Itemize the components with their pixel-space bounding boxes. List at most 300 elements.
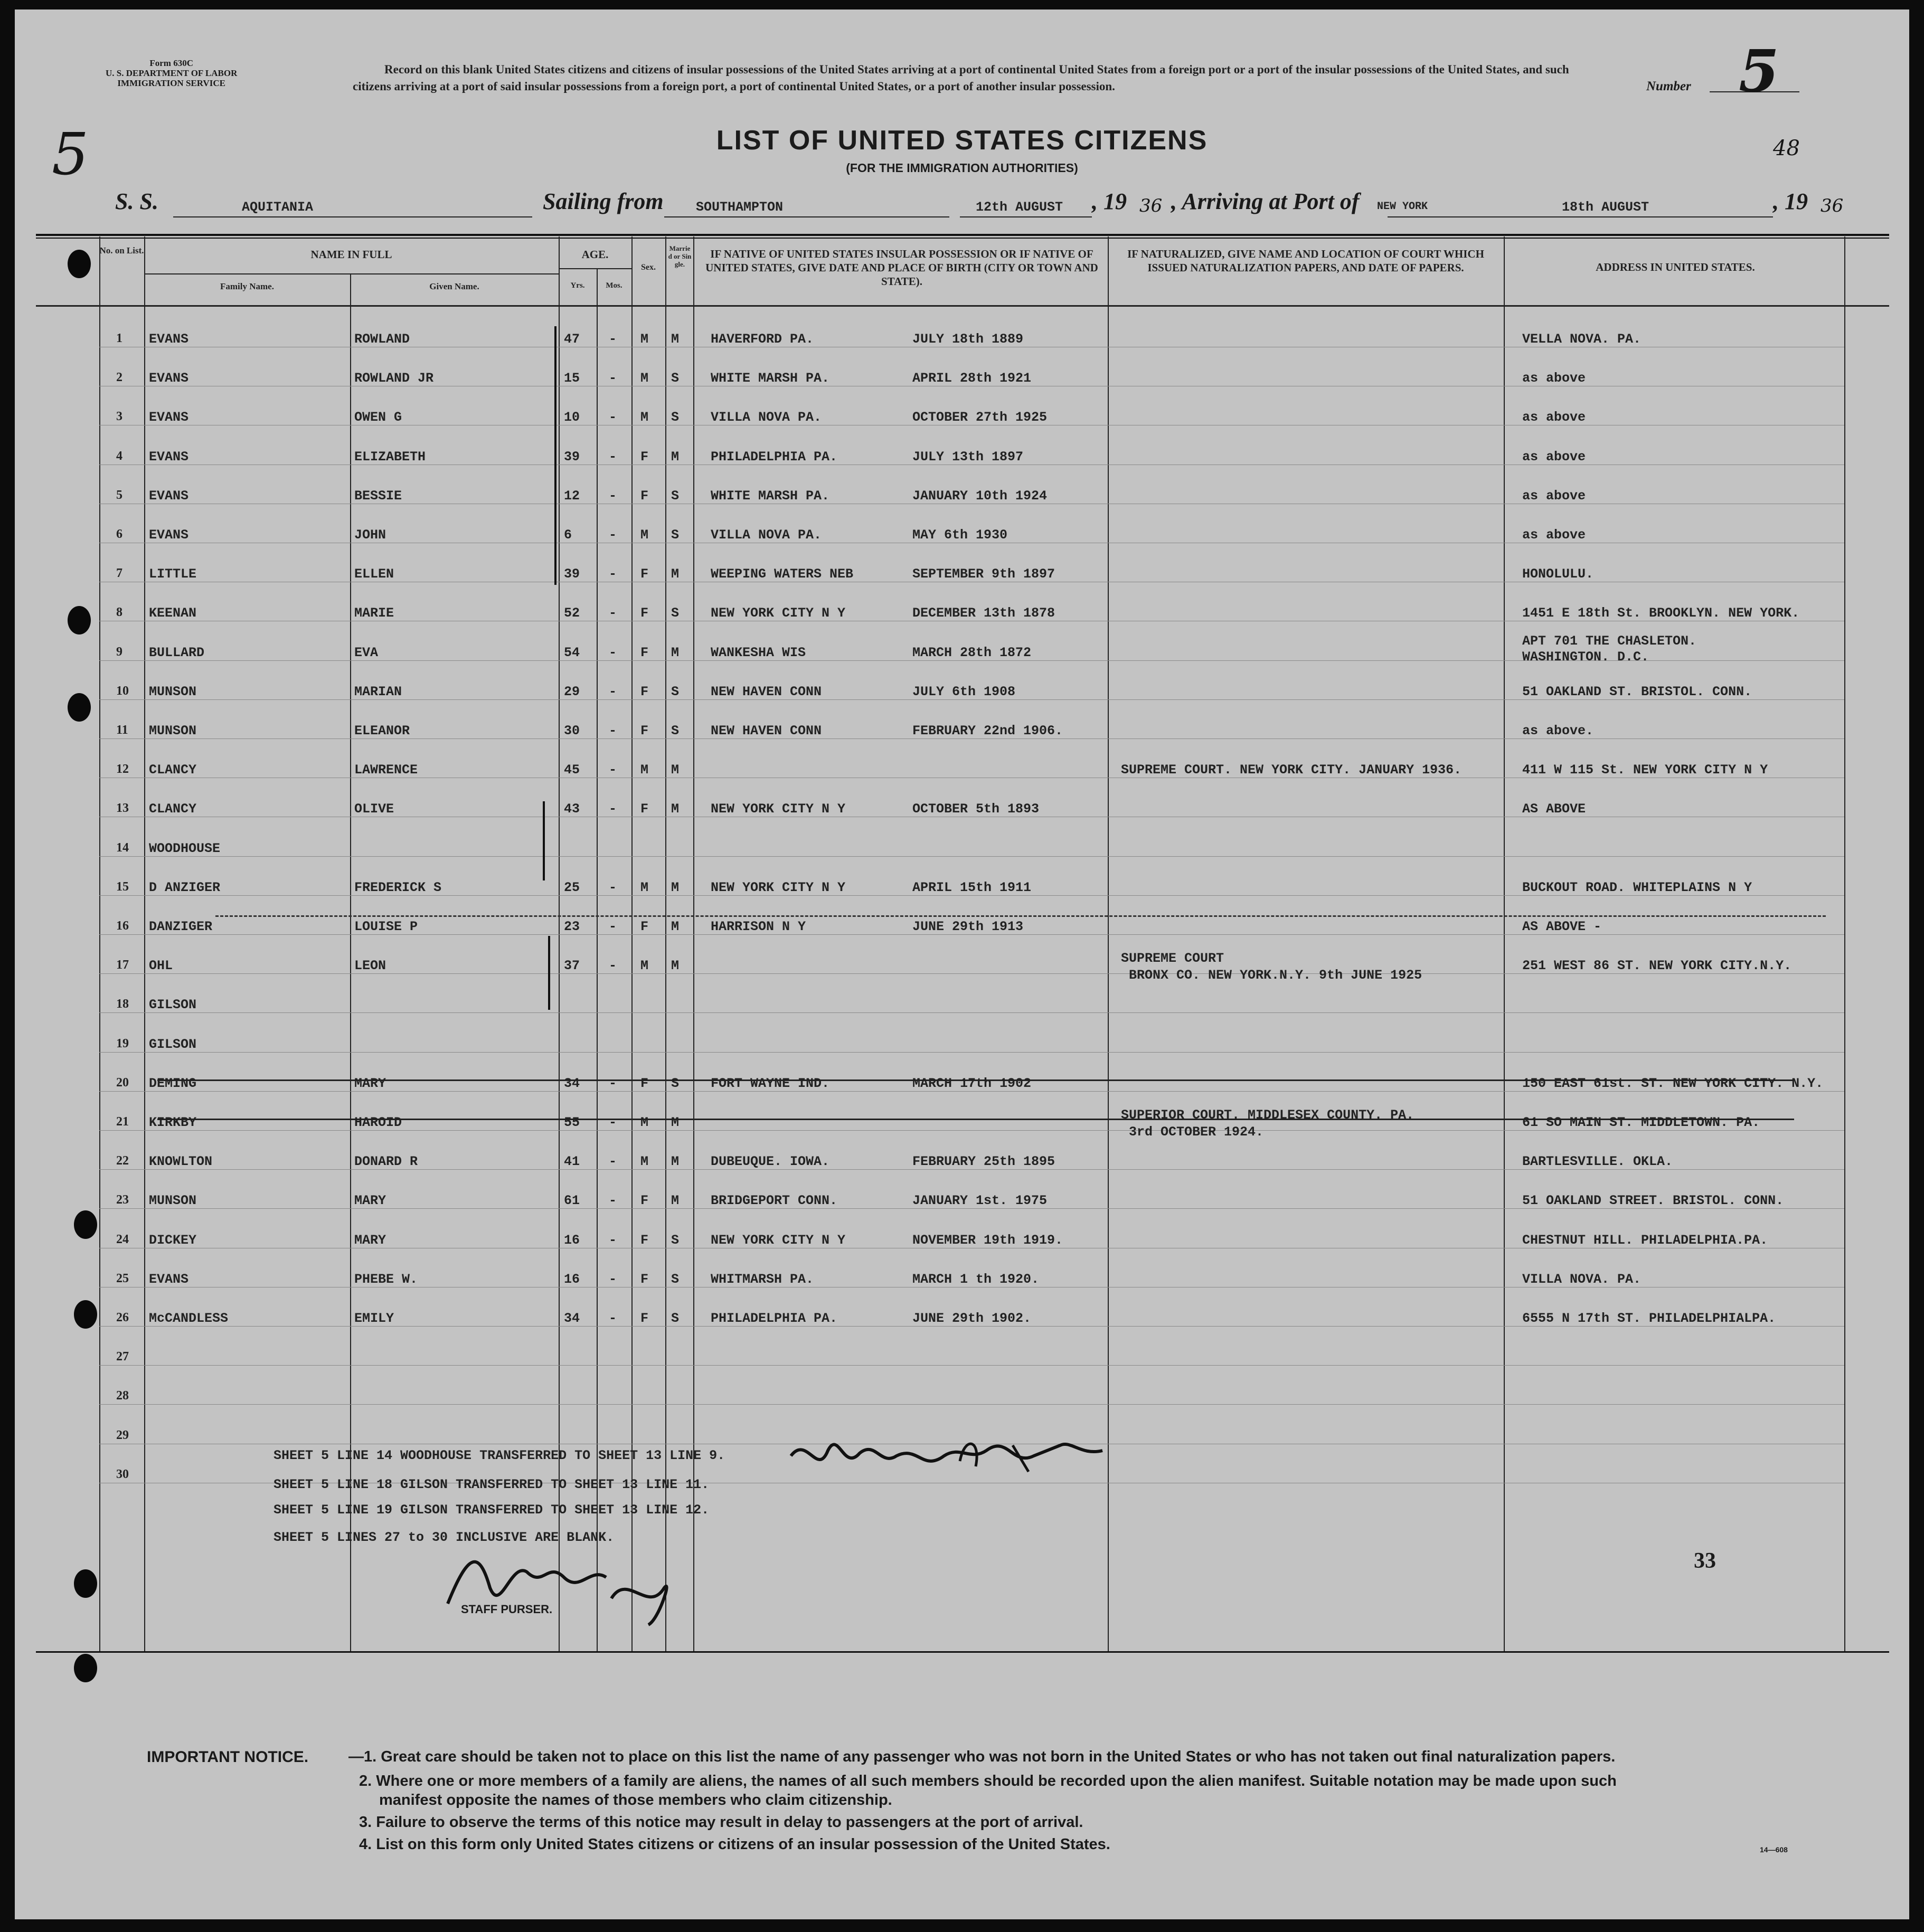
age-years: 6 — [564, 527, 572, 543]
table-row — [15, 426, 1909, 465]
family-name: D ANZIGER — [149, 879, 221, 895]
birth-place: PHILADELPHIA PA. — [711, 449, 838, 465]
age-months: - — [609, 410, 617, 425]
age-months: - — [609, 1271, 617, 1287]
birth-date: OCTOBER 5th 1893 — [912, 801, 1040, 817]
footer-code: 14—608 — [1760, 1845, 1788, 1854]
marital-status: S — [671, 684, 680, 699]
number-label: Number — [1646, 79, 1691, 93]
table-row — [15, 1287, 1909, 1327]
family-name: EVANS — [149, 332, 189, 347]
family-name: LITTLE — [149, 566, 197, 582]
marital-status: M — [671, 919, 680, 934]
age-months: - — [609, 723, 617, 738]
form-id: Form 630C U. S. DEPARTMENT OF LABOR IMMIGRATION SERVICE — [106, 58, 238, 88]
page-subtitle: (FOR THE IMMIGRATION AUTHORITIES) — [846, 161, 1078, 175]
row-number: 10 — [116, 684, 129, 698]
table-row — [15, 465, 1909, 504]
row-number: 16 — [116, 919, 129, 933]
us-address: 411 W 115 St. NEW YORK CITY N Y — [1522, 762, 1768, 778]
given-name: EVA — [354, 645, 379, 660]
marital-status: M — [671, 879, 680, 895]
given-name: MARY — [354, 1193, 386, 1209]
family-name: EVANS — [149, 449, 189, 465]
given-name: JOHN — [354, 527, 386, 543]
age-months: - — [609, 332, 617, 347]
given-name: MARIAN — [354, 684, 402, 699]
birth-date: JUNE 29th 1913 — [912, 919, 1024, 934]
birth-date: OCTOBER 27th 1925 — [912, 410, 1048, 425]
age-months: - — [609, 1115, 617, 1130]
given-name: ELLEN — [354, 566, 394, 582]
given-name: MARIE — [354, 605, 394, 621]
instructions: Record on this blank United States citizens and citizens of insular possessions of the United States arriving at a port of continental United States from a foreign port or a port of the insular possessions of the United States, and such citizens arriving at a port of said insular possessions from a foreign port, a port of continental United States, or a port of another insular possession. — [353, 63, 1569, 93]
marital-status: S — [671, 1271, 680, 1287]
sailing-label: Sailing from — [543, 188, 664, 214]
row-number: 23 — [116, 1193, 129, 1207]
birth-date: MAY 6th 1930 — [912, 527, 1008, 543]
header-name-in-full: NAME IN FULL — [310, 248, 392, 261]
age-months: - — [609, 566, 617, 582]
marital-status: S — [671, 605, 680, 621]
marital-status: S — [671, 371, 680, 386]
bracket-mark — [548, 936, 550, 1010]
table-row — [15, 1170, 1909, 1209]
marital-status: M — [671, 801, 680, 817]
us-address: as above — [1522, 410, 1586, 425]
age-years: 55 — [564, 1115, 580, 1130]
birth-date: APRIL 28th 1921 — [912, 371, 1032, 386]
given-name: LEON — [354, 958, 386, 974]
family-name: WOODHOUSE — [149, 840, 221, 856]
table-row — [15, 308, 1909, 347]
header-naturalized: IF NATURALIZED, GIVE NAME AND LOCATION OF COURT WHICH ISSUED NATURALIZATION PAPERS, AND DATE OF PAPERS. — [1127, 248, 1484, 274]
age-years: 30 — [564, 723, 580, 738]
age-years: 15 — [564, 371, 580, 386]
given-name: EMILY — [354, 1311, 394, 1326]
sex: F — [640, 801, 649, 817]
marital-status: M — [671, 566, 680, 582]
row-number: 9 — [116, 645, 122, 659]
age-months: - — [609, 527, 617, 543]
us-address: 251 WEST 86 ST. NEW YORK CITY.N.Y. — [1522, 958, 1792, 974]
birth-date: MARCH 1 th 1920. — [912, 1271, 1040, 1287]
age-months: - — [609, 488, 617, 504]
birth-place: PHILADELPHIA PA. — [711, 1311, 838, 1326]
table-row — [15, 739, 1909, 778]
birth-date: JUNE 29th 1902. — [912, 1311, 1032, 1326]
sex: F — [640, 684, 649, 699]
birth-place: NEW YORK CITY N Y — [711, 801, 846, 817]
birth-date: NOVEMBER 19th 1919. — [912, 1232, 1063, 1248]
family-name: BULLARD — [149, 645, 205, 660]
family-name: EVANS — [149, 410, 189, 425]
given-name: ROWLAND JR — [354, 371, 434, 386]
birth-place: DUBEUQUE. IOWA. — [711, 1154, 830, 1170]
us-address: APT 701 THE CHASLETON. — [1522, 633, 1697, 649]
header-family-name: Family Name. — [220, 281, 274, 291]
birth-place: NEW HAVEN CONN — [711, 684, 822, 699]
age-years: 25 — [564, 879, 580, 895]
age-years: 37 — [564, 958, 580, 974]
row-number: 18 — [116, 997, 129, 1011]
us-address: as above — [1522, 371, 1586, 386]
birth-date: JANUARY 1st. 1975 — [912, 1193, 1048, 1209]
year-prefix: , 19 — [1092, 188, 1127, 214]
given-name: MARY — [354, 1075, 386, 1091]
table-row — [15, 622, 1909, 665]
table-top-border — [36, 234, 1889, 236]
sex: F — [640, 645, 649, 660]
notice-item: manifest opposite the names of those members who claim citizenship. — [379, 1792, 892, 1808]
inspector-signature — [786, 1424, 1113, 1488]
table-row — [15, 347, 1909, 386]
table-bottom-border — [36, 1651, 1889, 1653]
family-name: DICKEY — [149, 1232, 197, 1248]
table-row — [15, 700, 1909, 739]
row-number: 12 — [116, 762, 129, 776]
row-number: 5 — [116, 488, 122, 502]
age-months: - — [609, 684, 617, 699]
marital-status: S — [671, 1311, 680, 1326]
marital-status: M — [671, 958, 680, 974]
table-row — [15, 386, 1909, 425]
family-name: CLANCY — [149, 762, 197, 778]
birth-place: NEW YORK CITY N Y — [711, 605, 846, 621]
rule — [1388, 216, 1773, 217]
family-name: MUNSON — [149, 723, 197, 738]
row-number: 17 — [116, 958, 129, 972]
year-from: 36 — [1139, 195, 1163, 216]
table-row — [15, 818, 1909, 857]
birth-place: NEW YORK CITY N Y — [711, 879, 846, 895]
row-number: 14 — [116, 840, 129, 855]
birth-place: HAVERFORD PA. — [711, 332, 814, 347]
sex: M — [640, 1115, 649, 1130]
age-years: 16 — [564, 1271, 580, 1287]
sex: M — [640, 371, 649, 386]
marital-status: S — [671, 410, 680, 425]
row-number: 8 — [116, 605, 122, 620]
age-months: - — [609, 919, 617, 934]
sex: M — [640, 762, 649, 778]
page-number: 48 — [1773, 136, 1800, 160]
age-years: 10 — [564, 410, 580, 425]
family-name: EVANS — [149, 1271, 189, 1287]
birth-date: FEBRUARY 25th 1895 — [912, 1154, 1055, 1170]
header-given-name: Given Name. — [429, 281, 479, 291]
table-row — [15, 1327, 1909, 1366]
given-name: OLIVE — [354, 801, 394, 817]
birth-place: FORT WAYNE IND. — [711, 1075, 830, 1091]
family-name: McCANDLESS — [149, 1311, 229, 1326]
row-number: 21 — [116, 1115, 129, 1129]
rule — [960, 216, 1092, 217]
port-to: NEW YORK — [1377, 201, 1428, 213]
stamp-number: 33 — [1694, 1549, 1716, 1573]
row-number: 13 — [116, 801, 129, 816]
family-name: EVANS — [149, 488, 189, 504]
marital-status: S — [671, 488, 680, 504]
given-name: LAWRENCE — [354, 762, 418, 778]
row-number: 1 — [116, 332, 122, 345]
transfer-note: SHEET 5 LINE 19 GILSON TRANSFERRED TO SHEET 13 LINE 12. — [273, 1502, 710, 1518]
marital-status: S — [671, 1232, 680, 1248]
family-name: DANZIGER — [149, 919, 213, 934]
us-address: as above — [1522, 449, 1586, 465]
notice-item: —1. Great care should be taken not to place on this list the name of any passenger who was not born in the United States or who has not taken out final naturalization papers. — [348, 1748, 1616, 1765]
age-years: 34 — [564, 1311, 580, 1326]
birth-place: HARRISON N Y — [711, 919, 806, 934]
given-name: PHEBE W. — [354, 1271, 418, 1287]
age-years: 34 — [564, 1075, 580, 1091]
table-row — [15, 974, 1909, 1013]
age-months: - — [609, 1075, 617, 1091]
us-address: 6555 N 17th ST. PHILADELPHIALPA. — [1522, 1311, 1776, 1326]
age-years: 47 — [564, 332, 580, 347]
age-months: - — [609, 645, 617, 660]
notice-item: 3. Failure to observe the terms of this notice may result in delay to passengers at the port of arrival. — [359, 1814, 1083, 1831]
age-years: 61 — [564, 1193, 580, 1209]
sex: F — [640, 488, 649, 504]
age-months: - — [609, 879, 617, 895]
age-years: 39 — [564, 449, 580, 465]
family-name: KEENAN — [149, 605, 197, 621]
birth-date: JANUARY 10th 1924 — [912, 488, 1048, 504]
strike-line — [157, 1079, 1794, 1081]
table-row — [15, 504, 1909, 543]
us-address: as above. — [1522, 723, 1594, 738]
birth-date: APRIL 15th 1911 — [912, 879, 1032, 895]
age-months: - — [609, 958, 617, 974]
us-address: AS ABOVE - — [1522, 919, 1602, 934]
sex: M — [640, 1154, 649, 1170]
us-address: as above — [1522, 488, 1586, 504]
birth-place: WHITMARSH PA. — [711, 1271, 814, 1287]
age-months: - — [609, 605, 617, 621]
row-number: 2 — [116, 371, 122, 385]
given-name: ROWLAND — [354, 332, 410, 347]
age-years: 45 — [564, 762, 580, 778]
sex: F — [640, 1232, 649, 1248]
year-to: 36 — [1821, 195, 1844, 216]
family-name: KIRKBY — [149, 1115, 197, 1130]
strike-line — [215, 915, 1826, 917]
row-number: 19 — [116, 1036, 129, 1050]
family-name: MUNSON — [149, 684, 197, 699]
us-address: as above — [1522, 527, 1586, 543]
family-name: GILSON — [149, 1036, 197, 1052]
bracket-mark — [554, 326, 557, 585]
birth-place: WEEPING WATERS NEB — [711, 566, 854, 582]
sex: M — [640, 879, 649, 895]
age-months: - — [609, 1311, 617, 1326]
naturalization-court: SUPREME COURT — [1121, 951, 1224, 967]
birth-place: WANKESHA WIS — [711, 645, 806, 660]
us-address: 51 OAKLAND STREET. BRISTOL. CONN. — [1522, 1193, 1784, 1209]
given-name: LOUISE P — [354, 919, 418, 934]
ss-label: S. S. — [115, 188, 158, 214]
age-months: - — [609, 762, 617, 778]
header-birth: IF NATIVE OF UNITED STATES INSULAR POSSESSION OR IF NATIVE OF UNITED STATES, GIVE DATE AND PLACE OF BIRTH (CITY OR TOWN AND STATE). — [705, 248, 1098, 288]
header-address: ADDRESS IN UNITED STATES. — [1596, 261, 1755, 273]
date-to: 18th AUGUST — [1562, 200, 1649, 215]
page-title: LIST OF UNITED STATES CITIZENS — [716, 125, 1208, 156]
us-address: 150 EAST 61st. ST. NEW YORK CITY. N.Y. — [1522, 1075, 1824, 1091]
age-months: - — [609, 371, 617, 386]
row-number: 27 — [116, 1350, 129, 1364]
marital-status: M — [671, 449, 680, 465]
header-sex: Sex. — [641, 263, 656, 272]
rule — [173, 216, 532, 217]
birth-date: JULY 13th 1897 — [912, 449, 1024, 465]
birth-date: MARCH 28th 1872 — [912, 645, 1032, 660]
sex: M — [640, 332, 649, 347]
age-years: 39 — [564, 566, 580, 582]
row-number: 4 — [116, 449, 122, 463]
notice-item: 2. Where one or more members of a family are aliens, the names of all such members should be recorded upon the alien manifest. Suitable notation may be made upon such — [359, 1773, 1617, 1789]
us-address: HONOLULU. — [1522, 566, 1594, 582]
sex: F — [640, 1271, 649, 1287]
marital-status: S — [671, 1075, 680, 1091]
us-address: BARTLESVILLE. OKLA. — [1522, 1154, 1673, 1170]
table-row — [15, 857, 1909, 896]
birth-place: NEW HAVEN CONN — [711, 723, 822, 738]
family-name: KNOWLTON — [149, 1154, 213, 1170]
row-number: 24 — [116, 1232, 129, 1246]
row-number: 15 — [116, 879, 129, 894]
purser-signature — [437, 1540, 680, 1630]
port-from: SOUTHAMPTON — [696, 200, 784, 215]
row-number: 6 — [116, 527, 122, 541]
table-row — [15, 935, 1909, 983]
family-name: DEMING — [149, 1075, 197, 1091]
punch-hole — [74, 1654, 97, 1682]
us-address: VELLA NOVA. PA. — [1522, 332, 1642, 347]
row-number: 26 — [116, 1311, 129, 1324]
margin-number: 5 — [52, 120, 89, 188]
rule — [664, 216, 949, 217]
sex: F — [640, 566, 649, 582]
given-name: ELEANOR — [354, 723, 410, 738]
age-years: 29 — [564, 684, 580, 699]
age-months: - — [609, 1232, 617, 1248]
header-yrs: Yrs. — [570, 281, 585, 290]
naturalization-court: SUPERIOR COURT. MIDDLESEX COUNTY. PA. — [1121, 1107, 1414, 1123]
given-name: ELIZABETH — [354, 449, 426, 465]
birth-place: BRIDGEPORT CONN. — [711, 1193, 838, 1209]
birth-place: WHITE MARSH PA. — [711, 488, 830, 504]
family-name: OHL — [149, 958, 173, 974]
given-name: OWEN G — [354, 410, 402, 425]
birth-place: WHITE MARSH PA. — [711, 371, 830, 386]
date-from: 12th AUGUST — [976, 200, 1063, 215]
sex: F — [640, 605, 649, 621]
given-name: MARY — [354, 1232, 386, 1248]
row-number: 7 — [116, 566, 122, 581]
table-row — [15, 1092, 1909, 1140]
table-row — [15, 543, 1909, 582]
table-row — [15, 661, 1909, 700]
marital-status: M — [671, 645, 680, 660]
age-years: 43 — [564, 801, 580, 817]
us-address: AS ABOVE — [1522, 801, 1586, 817]
us-address: CHESTNUT HILL. PHILADELPHIA.PA. — [1522, 1232, 1768, 1248]
birth-place: NEW YORK CITY N Y — [711, 1232, 846, 1248]
staff-purser-label: STAFF PURSER. — [461, 1603, 553, 1616]
marital-status: M — [671, 1154, 680, 1170]
transfer-note: SHEET 5 LINES 27 to 30 INCLUSIVE ARE BLANK. — [273, 1530, 615, 1545]
sex: M — [640, 527, 649, 543]
header-no: No. on List. — [99, 245, 144, 255]
row-number: 25 — [116, 1271, 129, 1285]
sex: F — [640, 919, 649, 934]
age-months: - — [609, 449, 617, 465]
sex: M — [640, 958, 649, 974]
marital-status: M — [671, 1115, 680, 1130]
age-years: 54 — [564, 645, 580, 660]
table-row — [15, 1053, 1909, 1092]
given-name: FREDERICK S — [354, 879, 442, 895]
us-address: 1451 E 18th St. BROOKLYN. NEW YORK. — [1522, 605, 1800, 621]
row-number: 30 — [116, 1467, 129, 1481]
row-number: 20 — [116, 1075, 129, 1090]
age-years: 52 — [564, 605, 580, 621]
naturalization-court-line2: BRONX CO. NEW YORK.N.Y. 9th JUNE 1925 — [1129, 968, 1422, 983]
us-address: VILLA NOVA. PA. — [1522, 1271, 1642, 1287]
table-row — [15, 1131, 1909, 1170]
row-number: 11 — [116, 723, 128, 737]
sex: F — [640, 1311, 649, 1326]
family-name: CLANCY — [149, 801, 197, 817]
punch-hole — [68, 250, 91, 278]
manifest-sheet — [15, 10, 1909, 1919]
arriving-label: , Arriving at Port of — [1171, 188, 1360, 214]
sheet-number: 5 — [1739, 37, 1779, 105]
marital-status: M — [671, 1193, 680, 1209]
age-months: - — [609, 1193, 617, 1209]
birth-date: SEPTEMBER 9th 1897 — [912, 566, 1055, 582]
birth-date: JULY 6th 1908 — [912, 684, 1016, 699]
header-married: Married or Single. — [668, 244, 692, 268]
family-name: EVANS — [149, 527, 189, 543]
birth-date: JULY 18th 1889 — [912, 332, 1024, 347]
sex: F — [640, 449, 649, 465]
birth-place: VILLA NOVA PA. — [711, 410, 822, 425]
sex: F — [640, 1193, 649, 1209]
sex: M — [640, 410, 649, 425]
naturalization-court-line2: 3rd OCTOBER 1924. — [1129, 1124, 1264, 1140]
table-row — [15, 1248, 1909, 1287]
marital-status: M — [671, 332, 680, 347]
header-age: AGE. — [581, 248, 609, 261]
us-address: BUCKOUT ROAD. WHITEPLAINS N Y — [1522, 879, 1752, 895]
age-years: 23 — [564, 919, 580, 934]
birth-place: VILLA NOVA PA. — [711, 527, 822, 543]
row-number: 29 — [116, 1428, 129, 1442]
family-name: MUNSON — [149, 1193, 197, 1209]
row-number: 3 — [116, 410, 122, 424]
transfer-note: SHEET 5 LINE 18 GILSON TRANSFERRED TO SHEET 13 LINE 11. — [273, 1477, 710, 1492]
age-years: 41 — [564, 1154, 580, 1170]
notice-item: 4. List on this form only United States citizens or citizens of an insular possession of the United States. — [359, 1836, 1110, 1853]
birth-date: MARCH 17th 1902 — [912, 1075, 1032, 1091]
marital-status: S — [671, 527, 680, 543]
sex: F — [640, 1075, 649, 1091]
table-top-border — [36, 238, 1889, 239]
table-row — [15, 778, 1909, 817]
age-years: 16 — [564, 1232, 580, 1248]
